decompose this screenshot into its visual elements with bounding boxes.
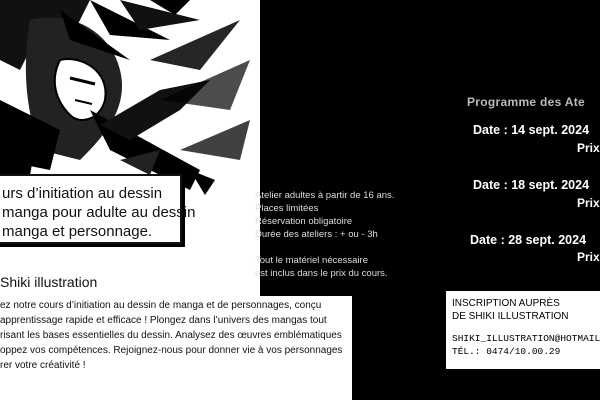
description-line: apprentissage rapide et efficace ! Plongez dans l’univers des mangas tout <box>0 315 327 326</box>
contact-email[interactable]: SHIKI_ILLUSTRATION@HOTMAIL <box>452 333 600 344</box>
info-line: Atelier adultes à partir de 16 ans. <box>255 190 395 201</box>
inscription-heading: INSCRIPTION AUPRÈS <box>452 298 560 309</box>
program-price-1: Prix <box>577 141 600 155</box>
program-title: Programme des Ate <box>467 95 586 109</box>
title-line: manga et personnage. <box>2 223 153 240</box>
inscription-box <box>446 291 600 369</box>
info-note-line: est inclus dans le prix du cours. <box>255 268 388 279</box>
info-note-line: Tout le matériel nécessaire <box>255 255 368 266</box>
info-line: Réservation obligatoire <box>255 216 353 227</box>
title-line: manga pour adulte au dessin <box>2 204 196 221</box>
program-price-2: Prix <box>577 196 600 210</box>
brand-name: Shiki illustration <box>0 274 98 290</box>
info-line: Durée des ateliers : + ou - 3h <box>255 229 378 240</box>
program-price-3: Prix <box>577 250 600 264</box>
program-date-1: Date : 14 sept. 2024 <box>473 123 590 137</box>
description-line: ez notre cours d’initiation au dessin de manga et de personnages, conçu <box>0 300 322 311</box>
program-date-2: Date : 18 sept. 2024 <box>473 178 590 192</box>
description-line: oppez vos compétences. Rejoignez-nous pour donner vie à vos personnages <box>0 345 343 356</box>
inscription-heading-2: DE SHIKI ILLUSTRATION <box>452 311 569 322</box>
description-line: risant les bases essentielles du dessin. Analysez des œuvres emblématiques <box>0 330 342 341</box>
info-line: Places limitées <box>255 203 319 214</box>
title-line: urs d’initiation au dessin <box>2 185 163 202</box>
program-date-3: Date : 28 sept. 2024 <box>470 233 587 247</box>
workshop-info <box>255 189 394 280</box>
contact-phone[interactable]: TÉL.: 0474/10.00.29 <box>452 346 561 357</box>
description-line: rer votre créativité ! <box>0 360 86 371</box>
description-box <box>0 296 352 400</box>
course-title-box <box>0 174 196 244</box>
